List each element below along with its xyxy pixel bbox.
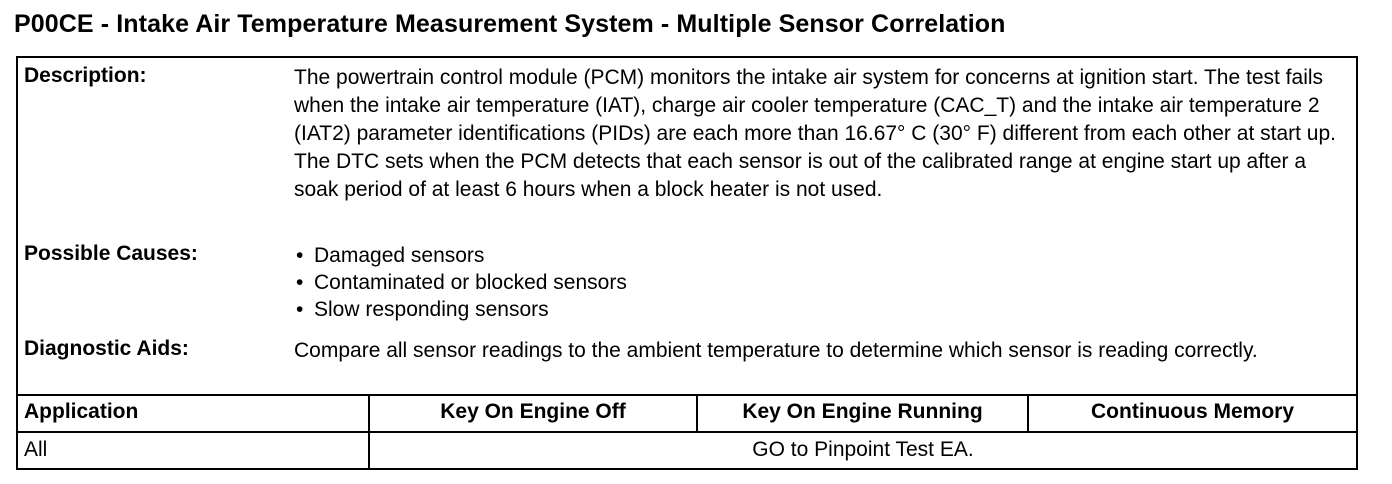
list-item: • Damaged sensors	[294, 242, 1344, 269]
list-item: • Contaminated or blocked sensors	[294, 269, 1344, 296]
header-application: Application	[24, 400, 139, 423]
dtc-info-table	[16, 56, 1358, 470]
cell-action: GO to Pinpoint Test EA.	[752, 438, 974, 461]
diagnostic-aids-label: Diagnostic Aids:	[24, 337, 189, 360]
table-divider	[18, 431, 1356, 433]
diagnostic-aids-paragraph: Compare all sensor readings to the ambient temperature to determine which sensor is reading correctly.	[294, 339, 1258, 362]
header-key-on-engine-running: Key On Engine Running	[742, 400, 983, 423]
possible-causes-list-wrap	[294, 242, 1344, 323]
cell-application: All	[24, 438, 48, 461]
description-paragraph: The powertrain control module (PCM) monitors the intake air system for concerns at ignition start. The test fails when the intake air temperature (IAT), charge air cooler temperature (CAC_T) and the intake air temperature 2 (IAT2) parameter identifications (PIDs) are each more than 16.67° C (30° F) different from each other at start up. The DTC sets when the PCM detects that each sensor is out of the calibrated range at engine start up after a soak period of at least 6 hours when a block heater is not used.	[294, 66, 1336, 201]
page-title: P00CE - Intake Air Temperature Measurement System - Multiple Sensor Correlation	[14, 10, 1006, 38]
diagnostic-aids-text	[294, 337, 1344, 364]
header-continuous-memory: Continuous Memory	[1091, 400, 1294, 423]
description-label: Description:	[24, 64, 147, 87]
possible-causes-label: Possible Causes:	[24, 242, 198, 265]
description-text	[294, 64, 1344, 204]
possible-causes-list	[294, 242, 1344, 323]
application-table	[18, 394, 1356, 468]
header-key-on-engine-off: Key On Engine Off	[440, 400, 626, 423]
list-item: • Slow responding sensors	[294, 296, 1344, 323]
